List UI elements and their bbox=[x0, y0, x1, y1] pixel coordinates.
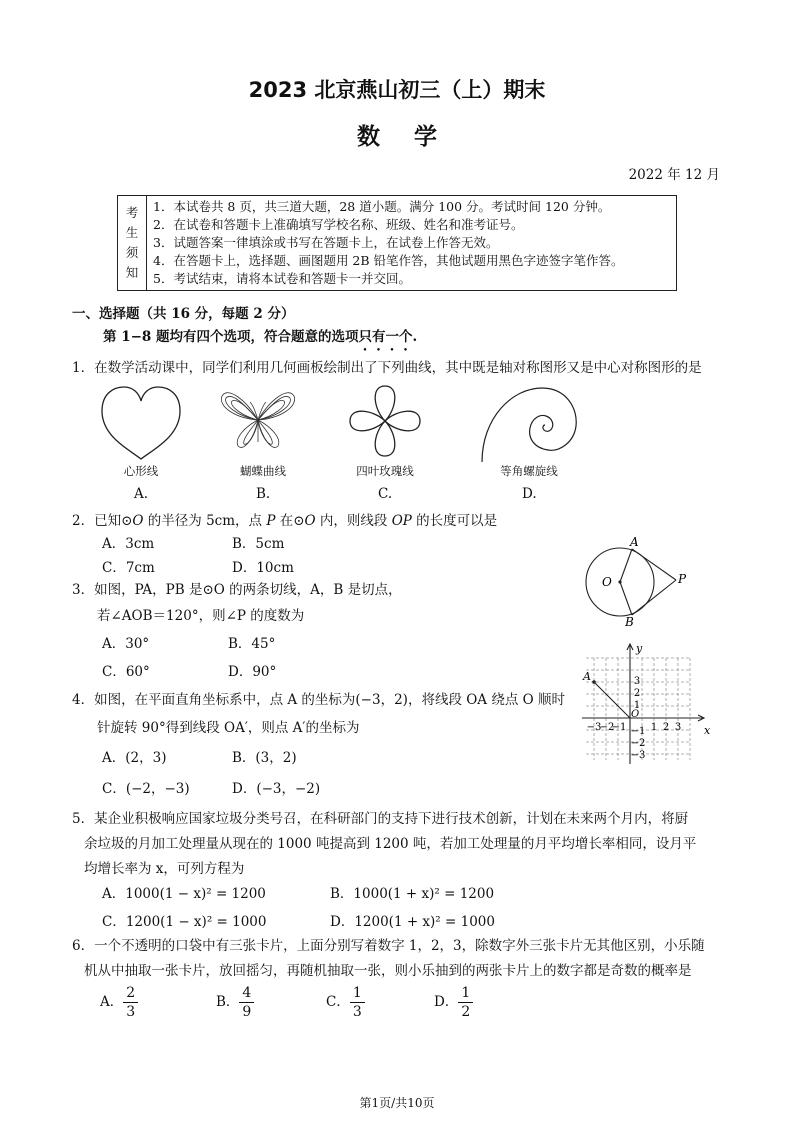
option-c[interactable]: C．1200(1 − x)² = 1000 bbox=[102, 914, 267, 930]
question-1-stem: 1．在数学活动课中，同学们利用几何画板绘制出了下列曲线，其中既是轴对称图形又是中心对称图形的是 bbox=[72, 360, 702, 376]
option-b[interactable]: B．45° bbox=[228, 636, 276, 652]
y-tick-label: −3 bbox=[630, 750, 646, 761]
option-label: D． bbox=[434, 994, 459, 1010]
fraction bbox=[458, 984, 473, 1021]
x-tick-label: −3 bbox=[586, 722, 602, 733]
notice-item: 2．在试卷和答题卡上准确填写学校名称、班级、姓名和准考证号。 bbox=[153, 217, 524, 232]
option-c[interactable]: C．60° bbox=[102, 664, 150, 680]
point-p-label: P bbox=[678, 572, 687, 586]
x-tick-label: −2 bbox=[599, 722, 615, 733]
figure-caption: 蝴蝶曲线 bbox=[240, 464, 286, 478]
section-heading: 一、选择题（共 16 分，每题 2 分） bbox=[72, 306, 295, 322]
numerator: 4 bbox=[239, 984, 254, 1003]
notice-item: 3．试题答案一律填涂或书写在答题卡上，在试卷上作答无效。 bbox=[153, 235, 499, 250]
question-6-stem-cont: 机从中抽取一张卡片，放回摇匀，再随机抽取一张，则小乐抽到的两张卡片上的数字都是奇数的概率是 bbox=[84, 963, 692, 979]
stem-var: OP bbox=[391, 513, 412, 529]
stem-part: 的半径为 5cm，点 bbox=[143, 513, 267, 529]
option-d[interactable]: D．(−3，−2) bbox=[232, 781, 321, 797]
question-3-stem-cont: 若∠AOB＝120°，则∠P 的度数为 bbox=[97, 608, 305, 624]
option-label: A． bbox=[100, 994, 124, 1010]
option-c[interactable] bbox=[326, 984, 365, 1021]
fraction bbox=[123, 984, 138, 1021]
question-4-stem: 4．如图，在平面直角坐标系中，点 A 的坐标为(−3，2)，将线段 OA 绕点 O 顺时 bbox=[72, 692, 565, 708]
section-instruction bbox=[103, 325, 417, 354]
stem-part: 在⊙ bbox=[275, 513, 305, 529]
question-4-stem-cont: 针旋转 90°得到线段 OA′，则点 A′的坐标为 bbox=[97, 720, 360, 736]
x-tick-label: 3 bbox=[674, 722, 682, 733]
option-a[interactable]: A．1000(1 − x)² = 1200 bbox=[102, 886, 266, 902]
notice-label-char: 考 bbox=[125, 205, 139, 220]
y-axis-label: y bbox=[636, 642, 643, 655]
exam-date: 2022 年 12 月 bbox=[628, 167, 720, 183]
point-o-label: O bbox=[602, 575, 612, 589]
option-d[interactable]: D．90° bbox=[228, 664, 277, 680]
figure-caption: 等角螺旋线 bbox=[500, 464, 558, 478]
y-tick-label: 1 bbox=[633, 700, 641, 711]
fraction bbox=[239, 984, 254, 1021]
y-tick-label: −1 bbox=[630, 726, 646, 737]
x-tick-label: 2 bbox=[662, 722, 670, 733]
y-tick-label: 2 bbox=[633, 688, 641, 699]
page-title: 2023 北京燕山初三（上）期末 bbox=[248, 78, 546, 102]
notice-item: 4．在答题卡上，选择题、画图题用 2B 铅笔作答，其他试题用黑色字迹签字笔作答。 bbox=[153, 253, 624, 268]
point-a-label: A bbox=[630, 536, 639, 549]
y-tick-label: −2 bbox=[630, 738, 646, 749]
numerator: 2 bbox=[123, 984, 138, 1003]
x-tick-label: 1 bbox=[650, 722, 658, 733]
numerator: 1 bbox=[458, 984, 473, 1003]
question-2-stem bbox=[72, 509, 497, 529]
denominator: 3 bbox=[352, 1004, 362, 1020]
subject-title: 数学 bbox=[357, 124, 471, 150]
option-c[interactable]: C. bbox=[378, 486, 393, 502]
option-a[interactable]: A．3cm bbox=[102, 536, 155, 552]
heart-curve-figure bbox=[96, 382, 186, 462]
option-c[interactable]: C．(−2，−3) bbox=[102, 781, 190, 797]
option-d[interactable]: D. bbox=[522, 486, 537, 502]
figure-caption: 心形线 bbox=[123, 464, 159, 478]
stem-var: P bbox=[266, 513, 276, 529]
option-c[interactable]: C．7cm bbox=[102, 560, 155, 576]
option-label: C． bbox=[326, 994, 350, 1010]
figure-caption: 四叶玫瑰线 bbox=[356, 464, 414, 478]
question-3-stem: 3．如图，PA，PB 是⊙O 的两条切线，A，B 是切点， bbox=[72, 582, 402, 598]
question-5-stem-cont: 余垃圾的月加工处理量从现在的 1000 吨提高到 1200 吨，若加工处理量的月平均增长率相同，设月平 bbox=[84, 836, 697, 852]
instruction-emphasis: 只有一个 bbox=[358, 329, 413, 345]
notice-item: 5．考试结束，请将本试卷和答题卡一并交回。 bbox=[153, 271, 411, 286]
origin-label: O bbox=[631, 709, 640, 720]
notice-label-char: 生 bbox=[125, 225, 139, 240]
notice-label-char: 知 bbox=[125, 265, 139, 280]
option-b[interactable]: B．(3，2) bbox=[232, 750, 297, 766]
question-5-stem: 5．某企业积极响应国家垃圾分类号召，在科研部门的支持下进行技术创新，计划在未来两个月内，将厨 bbox=[72, 811, 689, 827]
option-d[interactable]: D．1200(1 + x)² = 1000 bbox=[330, 914, 495, 930]
notice-item: 1．本试卷共 8 页，共三道大题，28 道小题。满分 100 分。考试时间 120 分钟。 bbox=[153, 199, 611, 214]
point-b-label: B bbox=[625, 615, 634, 628]
point-a-label: A bbox=[583, 670, 591, 683]
stem-part: 的长度可以是 bbox=[411, 513, 498, 529]
option-a[interactable]: A. bbox=[134, 486, 149, 502]
denominator: 3 bbox=[126, 1004, 136, 1020]
option-b[interactable]: B．1000(1 + x)² = 1200 bbox=[330, 886, 495, 902]
option-label: B． bbox=[216, 994, 240, 1010]
option-a[interactable] bbox=[100, 984, 138, 1021]
notice-label bbox=[118, 196, 147, 291]
x-axis-label: x bbox=[704, 724, 711, 737]
fraction bbox=[350, 984, 365, 1021]
denominator: 9 bbox=[242, 1004, 252, 1020]
equiangular-spiral-figure bbox=[478, 382, 582, 464]
notice-items bbox=[147, 196, 677, 291]
butterfly-curve-figure bbox=[216, 382, 300, 458]
option-b[interactable] bbox=[216, 984, 254, 1021]
stem-part: 内，则线段 bbox=[315, 513, 392, 529]
four-leaf-rose-figure bbox=[346, 382, 424, 460]
numerator: 1 bbox=[350, 984, 365, 1003]
page-number: 第1页/共10页 bbox=[359, 1096, 435, 1110]
instruction-end: . bbox=[412, 329, 418, 345]
option-d[interactable] bbox=[434, 984, 473, 1021]
option-a[interactable]: A．(2，3) bbox=[102, 750, 167, 766]
stem-var: O bbox=[304, 513, 316, 529]
option-a[interactable]: A．30° bbox=[102, 636, 150, 652]
option-b[interactable]: B．5cm bbox=[232, 536, 285, 552]
denominator: 2 bbox=[461, 1004, 471, 1020]
option-b[interactable]: B. bbox=[256, 486, 271, 502]
question-5-stem-cont: 均增长率为 x，可列方程为 bbox=[84, 861, 245, 877]
notice-label-char: 须 bbox=[125, 245, 139, 260]
tangent-lines-figure bbox=[580, 536, 700, 628]
x-tick-label: −1 bbox=[611, 722, 627, 733]
instruction-text: 第 1−8 题均有四个选项，符合题意的选项 bbox=[103, 329, 359, 345]
coordinate-grid-figure bbox=[582, 640, 714, 770]
option-d[interactable]: D．10cm bbox=[232, 560, 294, 576]
stem-var: O bbox=[132, 513, 144, 529]
exam-notice-box bbox=[117, 195, 677, 291]
y-tick-label: 3 bbox=[633, 676, 641, 687]
question-6-stem: 6．一个不透明的口袋中有三张卡片，上面分别写着数字 1，2，3，除数字外三张卡片无其他区别，小乐随 bbox=[72, 938, 705, 954]
stem-part: 2．已知⊙ bbox=[72, 513, 133, 529]
